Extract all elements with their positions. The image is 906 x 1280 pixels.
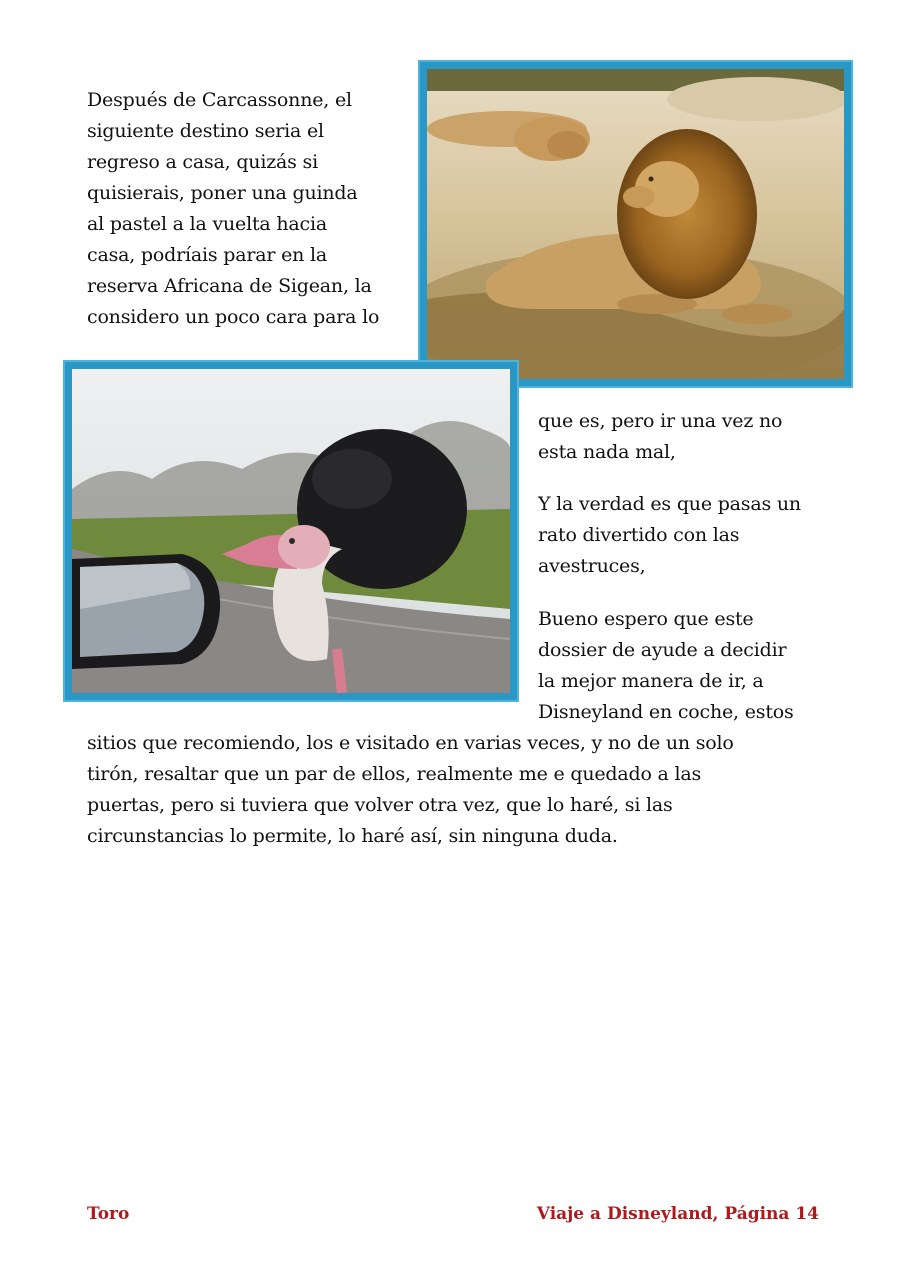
lion-photo xyxy=(418,60,853,388)
text-line: Después de Carcassonne, el xyxy=(87,89,352,111)
text-line: dossier de ayude a decidir xyxy=(538,639,787,661)
closing-paragraph-right xyxy=(538,604,794,728)
text-line: circunstancias lo permite, lo haré así, sin ninguna duda. xyxy=(87,825,618,847)
ostrich-image xyxy=(72,369,510,693)
text-line: al pastel a la vuelta hacia xyxy=(87,213,327,235)
text-line: casa, podríais parar en la xyxy=(87,244,327,266)
text-line: rato divertido con las xyxy=(538,524,740,546)
text-line: tirón, resaltar que un par de ellos, realmente me e quedado a las xyxy=(87,763,702,785)
text-line: regreso a casa, quizás si xyxy=(87,151,318,173)
intro-paragraph xyxy=(87,85,379,333)
text-line: esta nada mal, xyxy=(538,441,676,463)
text-line: avestruces, xyxy=(538,555,646,577)
text-line: quisierais, poner una guinda xyxy=(87,182,358,204)
text-line: puertas, pero si tuviera que volver otra vez, que lo haré, si las xyxy=(87,794,673,816)
closing-paragraph-full xyxy=(87,728,734,852)
text-line: siguiente destino seria el xyxy=(87,120,324,142)
text-line: reserva Africana de Sigean, la xyxy=(87,275,372,297)
continuation-paragraph xyxy=(538,406,782,468)
text-line: considero un poco cara para lo xyxy=(87,306,380,328)
footer-author: Toro xyxy=(87,1204,130,1224)
footer-page-info: Viaje a Disneyland, Página 14 xyxy=(536,1204,819,1224)
text-line: Y la verdad es que pasas un xyxy=(538,493,801,515)
text-line: sitios que recomiendo, los e visitado en varias veces, y no de un solo xyxy=(87,732,734,754)
lion-image xyxy=(427,69,844,379)
text-line: Bueno espero que este xyxy=(538,608,754,630)
text-line: la mejor manera de ir, a xyxy=(538,670,764,692)
text-line: que es, pero ir una vez no xyxy=(538,410,783,432)
ostrich-paragraph xyxy=(538,489,801,582)
ostrich-photo xyxy=(63,360,519,702)
text-line: Disneyland en coche, estos xyxy=(538,701,794,723)
